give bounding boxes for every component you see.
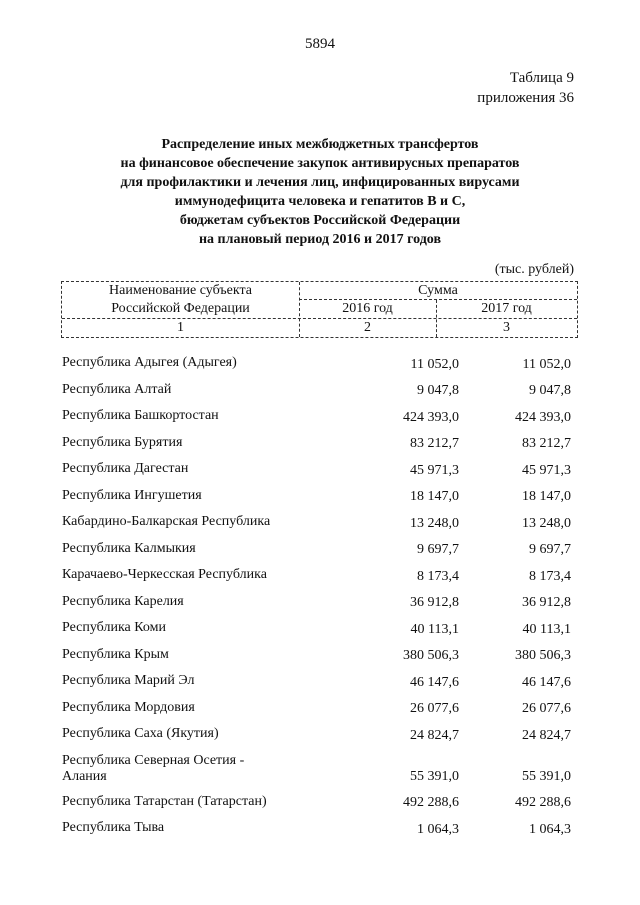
subject-name: Кабардино-Балкарская Республика [62, 514, 271, 529]
value-2017: 13 248,0 [522, 515, 571, 531]
value-2016: 8 173,4 [417, 568, 459, 584]
table-label-line1: Таблица 9 [509, 70, 574, 86]
header-year-2016: 2016 год [342, 301, 393, 316]
table-body [62, 350, 577, 842]
table-row [62, 748, 577, 789]
value-2017: 1 064,3 [529, 821, 571, 837]
table-label [477, 68, 574, 108]
header-sum: Сумма [418, 283, 458, 298]
subject-name: Республика Алтай [62, 381, 172, 397]
title-line: Распределение иных межбюджетных трансфертов [161, 137, 479, 152]
value-2016: 24 824,7 [410, 727, 459, 743]
header-subject-line2: Российской Федерации [111, 301, 250, 316]
value-2016: 40 113,1 [410, 621, 459, 637]
value-2017: 40 113,1 [522, 621, 571, 637]
subject-name: Республика Карелия [62, 593, 184, 609]
value-2017: 55 391,0 [522, 768, 571, 784]
subject-name: Республика Башкортостан [62, 408, 219, 423]
value-2017: 46 147,6 [522, 674, 571, 690]
table-row [62, 430, 577, 457]
value-2017: 492 288,6 [515, 795, 571, 810]
title-line: для профилактики и лечения лиц, инфицированных вирусами [120, 175, 520, 190]
subject-name: Республика Бурятия [62, 434, 183, 450]
table-row [62, 815, 577, 842]
title-line: бюджетам субъектов Российской Федерации [179, 213, 461, 228]
table-row [62, 536, 577, 563]
value-2016: 492 288,6 [403, 795, 459, 810]
table-row [62, 668, 577, 695]
value-2016: 83 212,7 [410, 436, 459, 451]
subject-name: Республика Коми [62, 620, 166, 635]
table-label-line2: приложения 36 [477, 90, 574, 106]
title-line: на плановый период 2016 и 2017 годов [198, 232, 442, 247]
header-subject-name [62, 282, 299, 318]
subject-name: Республика Саха (Якутия) [62, 726, 219, 741]
subject-name: Республика Марий Эл [62, 673, 195, 688]
value-2016: 9 697,7 [417, 542, 459, 557]
subject-name: Республика Калмыкия [62, 540, 196, 556]
value-2016: 45 971,3 [410, 462, 459, 478]
subject-name: Республика Тыва [62, 820, 165, 835]
value-2017: 24 824,7 [522, 727, 571, 743]
table-row [62, 562, 577, 589]
value-2017: 26 077,6 [522, 701, 571, 716]
title-line: на финансовое обеспечение закупок антивирусных препаратов [120, 156, 520, 171]
subject-name: Республика Ингушетия [62, 487, 202, 503]
value-2017: 9 047,8 [529, 383, 571, 398]
title-line: иммунодефицита человека и гепатитов В и С, [174, 194, 466, 209]
table-row [62, 456, 577, 483]
value-2017: 8 173,4 [529, 568, 571, 584]
value-2016: 1 064,3 [417, 821, 459, 837]
value-2017: 36 912,8 [522, 595, 571, 610]
value-2016: 424 393,0 [403, 409, 459, 425]
table-row [62, 350, 577, 377]
document-title [0, 135, 640, 249]
subject-name: Республика Адыгея (Адыгея) [62, 355, 237, 370]
subject-name: Республика Дагестан [62, 461, 189, 476]
subject-name: Республика Татарстан (Татарстан) [62, 793, 267, 809]
table-row [62, 721, 577, 748]
subject-name: Республика Мордовия [62, 699, 195, 715]
value-2016: 13 248,0 [410, 515, 459, 531]
value-2017: 380 506,3 [515, 648, 571, 663]
value-2017: 83 212,7 [522, 436, 571, 451]
subject-name: Республика Северная Осетия - Алания [62, 752, 245, 784]
units-label: (тыс. рублей) [494, 262, 574, 277]
table-row [62, 589, 577, 616]
table-row [62, 509, 577, 536]
table-row [62, 695, 577, 722]
value-2017: 424 393,0 [515, 409, 571, 425]
value-2016: 26 077,6 [410, 701, 459, 716]
page-number: 5894 [305, 36, 335, 52]
value-2017: 45 971,3 [522, 462, 571, 478]
value-2016: 9 047,8 [417, 383, 459, 398]
table-row [62, 403, 577, 430]
header-col-number-2: 2 [364, 320, 371, 335]
value-2017: 11 052,0 [522, 356, 571, 372]
table-header [61, 281, 578, 338]
value-2016: 380 506,3 [403, 648, 459, 663]
header-col-number-3: 3 [503, 320, 510, 335]
value-2016: 36 912,8 [410, 595, 459, 610]
header-year-2017: 2017 год [481, 301, 532, 316]
value-2016: 18 147,0 [410, 489, 459, 504]
table-row [62, 615, 577, 642]
header-subject-line1: Наименование субъекта [109, 283, 252, 298]
table-row [62, 642, 577, 669]
table-row [62, 377, 577, 404]
value-2017: 18 147,0 [522, 489, 571, 504]
value-2017: 9 697,7 [529, 542, 571, 557]
table-row [62, 789, 577, 816]
value-2016: 55 391,0 [410, 768, 459, 784]
subject-name: Карачаево-Черкесская Республика [62, 567, 267, 582]
table-row [62, 483, 577, 510]
value-2016: 11 052,0 [410, 356, 459, 372]
header-col-number-1: 1 [177, 320, 184, 335]
subject-name: Республика Крым [62, 646, 169, 662]
value-2016: 46 147,6 [410, 674, 459, 690]
